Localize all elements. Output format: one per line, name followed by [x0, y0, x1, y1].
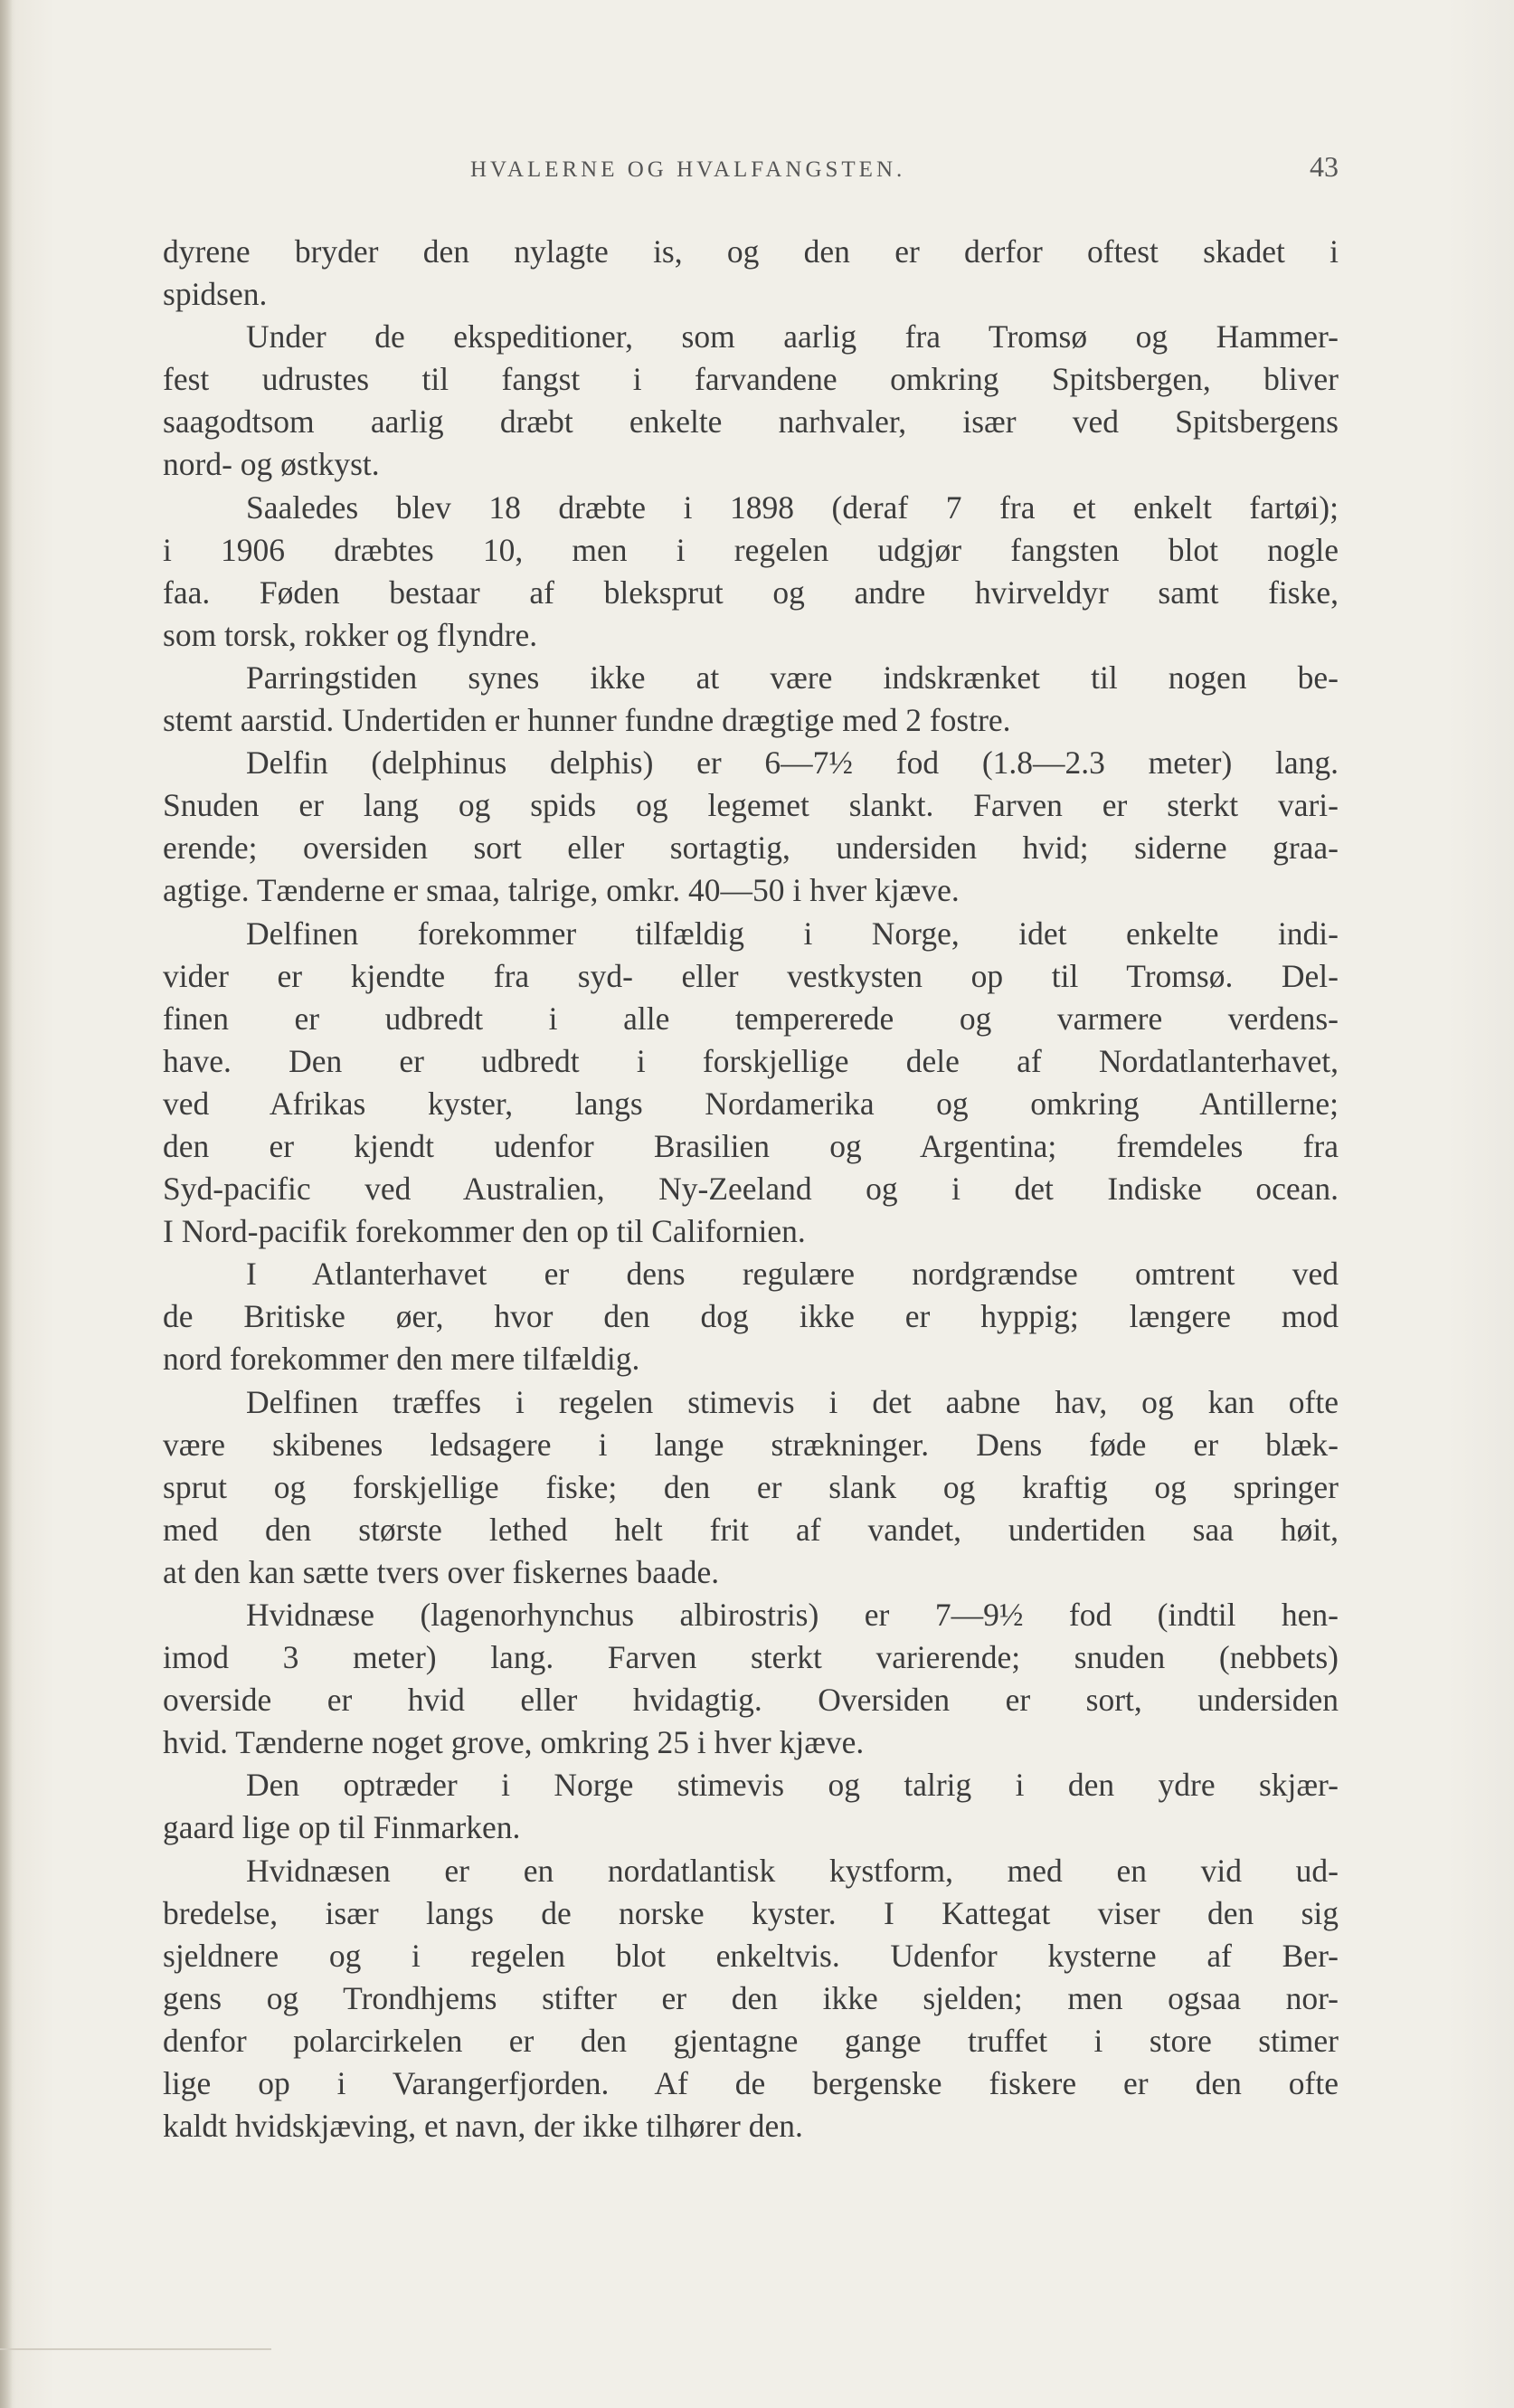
page-binding-shadow [0, 0, 13, 2408]
paragraph [163, 1594, 1339, 1764]
text-line: Delfin (delphinus delphis) er 6—7½ fod (1.8—2.3 meter) lang. [246, 744, 1339, 782]
text-line: finen er udbredt i alle tempererede og varmere verdens- [163, 1000, 1339, 1037]
text-line: som torsk, rokker og flyndre. [163, 616, 538, 653]
text-line: saagodtsom aarlig dræbt enkelte narhvaler, især ved Spitsbergens [163, 403, 1339, 441]
text-line: Hvidnæse (lagenorhynchus albirostris) er 7—9½ fod (indtil hen- [246, 1597, 1339, 1633]
paragraph [163, 1253, 1339, 1380]
text-line: lige op i Varangerfjorden. Af de bergenske fiskere er den ofte [163, 2065, 1339, 2102]
paragraph [163, 316, 1339, 486]
paragraph [163, 487, 1339, 657]
text-line: Saaledes blev 18 dræbte i 1898 (deraf 7 fra et enkelt fartøi); [246, 488, 1339, 526]
text-line: i 1906 dræbtes 10, men i regelen udgjør fangsten blot nogle [163, 531, 1339, 568]
text-line: sprut og forskjellige fiske; den er slank og kraftig og springer [163, 1468, 1339, 1505]
page-number: 43 [1310, 150, 1339, 183]
paragraph [163, 913, 1339, 1254]
paragraph [163, 1764, 1339, 1849]
text-line: Syd-pacific ved Australien, Ny-Zeeland og i det Indiske ocean. [163, 1171, 1339, 1208]
page-header [163, 150, 1339, 195]
text-line: Hvidnæsen er en nordatlantisk kystform, med en vid ud- [246, 1852, 1339, 1889]
text-line: kaldt hvidskjæving, et navn, der ikke tilhører den. [163, 2108, 803, 2145]
text-line: sjeldnere og i regelen blot enkeltvis. Udenfor kysterne af Ber- [163, 1937, 1339, 1974]
paragraph [163, 1381, 1339, 1594]
text-line: imod 3 meter) lang. Farven sterkt varierende; snuden (nebbets) [163, 1639, 1339, 1676]
text-line: Parringstiden synes ikke at være indskrænket til nogen be- [246, 659, 1339, 696]
text-line: I Nord-pacifik forekommer den op til Californien. [163, 1213, 806, 1250]
text-line: være skibenes ledsagere i lange strækninger. Dens føde er blæk- [163, 1426, 1339, 1463]
text-line: nord- og østkyst. [163, 446, 380, 483]
paragraph [163, 742, 1339, 912]
text-line: vider er kjendte fra syd- eller vestkysten op til Tromsø. Del- [163, 957, 1339, 994]
text-line: nord forekommer den mere tilfældig. [163, 1341, 640, 1378]
text-line: ved Afrikas kyster, langs Nordamerika og omkring Antillerne; [163, 1085, 1339, 1122]
paragraph [163, 1850, 1339, 2148]
bottom-divider [0, 2348, 271, 2350]
text-line: gaard lige op til Finmarken. [163, 1809, 521, 1846]
body-text [163, 231, 1339, 2147]
text-line: Under de ekspeditioner, som aarlig fra Tromsø og Hammer- [246, 318, 1339, 356]
text-line: bredelse, især langs de norske kyster. I Kattegat viser den sig [163, 1894, 1339, 1931]
text-line: I Atlanterhavet er dens regulære nordgrændse omtrent ved [246, 1256, 1339, 1293]
text-line: de Britiske øer, hvor den dog ikke er hyppig; længere mod [163, 1298, 1339, 1335]
text-line: fest udrustes til fangst i farvandene omkring Spitsbergen, bliver [163, 361, 1339, 398]
text-line: have. Den er udbredt i forskjellige dele af Nordatlanterhavet, [163, 1042, 1339, 1079]
text-line: faa. Føden bestaar af bleksprut og andre hvirveldyr samt fiske, [163, 574, 1339, 611]
text-line: hvid. Tænderne noget grove, omkring 25 i hver kjæve. [163, 1724, 865, 1761]
text-line: gens og Trondhjems stifter er den ikke sjelden; men ogsaa nor- [163, 1979, 1339, 2016]
text-line: overside er hvid eller hvidagtig. Oversiden er sort, undersiden [163, 1682, 1339, 1719]
text-line: denfor polarcirkelen er den gjentagne gange truffet i store stimer [163, 2022, 1339, 2059]
text-line: at den kan sætte tvers over fiskernes baade. [163, 1553, 720, 1590]
text-line: den er kjendt udenfor Brasilien og Argentina; fremdeles fra [163, 1127, 1339, 1164]
text-line: Snuden er lang og spids og legemet slankt. Farven er sterkt vari- [163, 787, 1339, 824]
text-line: Delfinen forekommer tilfældig i Norge, idet enkelte indi- [246, 915, 1339, 952]
paragraph [163, 231, 1339, 316]
text-line: erende; oversiden sort eller sortagtig, undersiden hvid; siderne graa- [163, 830, 1339, 867]
text-line: spidsen. [163, 276, 268, 313]
text-line: Delfinen træffes i regelen stimevis i det aabne hav, og kan ofte [246, 1383, 1339, 1420]
running-head: HVALERNE OG HVALFANGSTEN. [470, 157, 906, 182]
text-line: Den optræder i Norge stimevis og talrig i den ydre skjær- [246, 1767, 1339, 1804]
text-line: stemt aarstid. Undertiden er hunner fundne drægtige med 2 fostre. [163, 702, 1011, 739]
text-line: dyrene bryder den nylagte is, og den er derfor oftest skadet i [163, 233, 1339, 270]
text-line: med den største lethed helt frit af vandet, undertiden saa høit, [163, 1511, 1339, 1548]
text-line: agtige. Tænderne er smaa, talrige, omkr. 40—50 i hver kjæve. [163, 872, 960, 909]
paragraph [163, 657, 1339, 742]
